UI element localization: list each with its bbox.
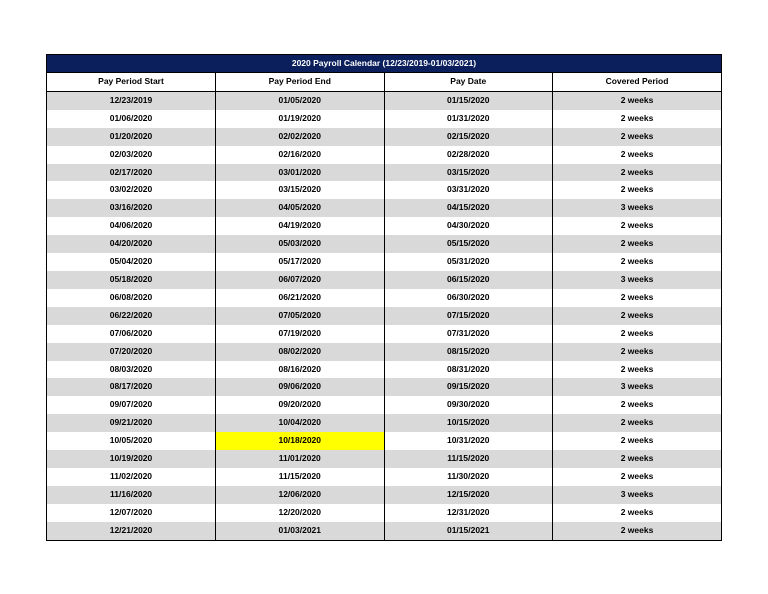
cell-covered-period: 2 weeks — [553, 307, 722, 325]
cell-pay-date: 04/30/2020 — [384, 217, 553, 235]
cell-pay-period-start: 09/07/2020 — [47, 396, 216, 414]
cell-pay-period-start: 06/08/2020 — [47, 289, 216, 307]
cell-covered-period: 2 weeks — [553, 235, 722, 253]
cell-pay-date: 01/15/2020 — [384, 91, 553, 109]
cell-pay-period-end: 03/01/2020 — [216, 164, 385, 182]
cell-covered-period: 2 weeks — [553, 164, 722, 182]
cell-pay-date: 08/31/2020 — [384, 361, 553, 379]
cell-pay-period-start: 12/21/2020 — [47, 522, 216, 540]
table-row — [47, 450, 721, 468]
cell-pay-period-start: 03/02/2020 — [47, 181, 216, 199]
cell-pay-period-start: 05/04/2020 — [47, 253, 216, 271]
cell-pay-date: 02/15/2020 — [384, 128, 553, 146]
cell-pay-period-start: 06/22/2020 — [47, 307, 216, 325]
table-row — [47, 325, 721, 343]
cell-pay-period-start: 07/20/2020 — [47, 343, 216, 361]
cell-covered-period: 2 weeks — [553, 504, 722, 522]
cell-covered-period: 2 weeks — [553, 253, 722, 271]
cell-covered-period: 3 weeks — [553, 378, 722, 396]
cell-covered-period: 2 weeks — [553, 146, 722, 164]
table-row — [47, 468, 721, 486]
cell-pay-date: 12/31/2020 — [384, 504, 553, 522]
cell-pay-period-start: 10/19/2020 — [47, 450, 216, 468]
cell-pay-period-start: 05/18/2020 — [47, 271, 216, 289]
cell-pay-date: 10/15/2020 — [384, 414, 553, 432]
table-row — [47, 235, 721, 253]
cell-pay-period-end: 04/19/2020 — [216, 217, 385, 235]
cell-pay-period-end: 02/16/2020 — [216, 146, 385, 164]
cell-pay-period-start: 09/21/2020 — [47, 414, 216, 432]
cell-pay-date: 08/15/2020 — [384, 343, 553, 361]
cell-pay-period-start: 01/20/2020 — [47, 128, 216, 146]
cell-pay-period-end: 09/20/2020 — [216, 396, 385, 414]
cell-pay-period-start: 11/02/2020 — [47, 468, 216, 486]
cell-covered-period: 2 weeks — [553, 289, 722, 307]
cell-pay-period-start: 08/17/2020 — [47, 378, 216, 396]
calendar-title: 2020 Payroll Calendar (12/23/2019-01/03/2021) — [47, 55, 721, 73]
cell-pay-period-end-highlighted: 10/18/2020 — [216, 432, 385, 450]
table-row — [47, 522, 721, 540]
cell-covered-period: 2 weeks — [553, 450, 722, 468]
cell-pay-date: 09/30/2020 — [384, 396, 553, 414]
table-row — [47, 378, 721, 396]
cell-pay-period-start: 02/03/2020 — [47, 146, 216, 164]
table-row — [47, 253, 721, 271]
cell-pay-date: 02/28/2020 — [384, 146, 553, 164]
table-row — [47, 217, 721, 235]
table-row — [47, 396, 721, 414]
cell-pay-period-start: 12/23/2019 — [47, 91, 216, 109]
table-row — [47, 414, 721, 432]
table-row — [47, 271, 721, 289]
cell-pay-date: 03/15/2020 — [384, 164, 553, 182]
cell-pay-period-end: 04/05/2020 — [216, 199, 385, 217]
cell-covered-period: 2 weeks — [553, 396, 722, 414]
cell-pay-date: 01/31/2020 — [384, 110, 553, 128]
cell-pay-period-end: 05/03/2020 — [216, 235, 385, 253]
header-row — [47, 73, 721, 91]
cell-pay-period-end: 12/06/2020 — [216, 486, 385, 504]
table-row — [47, 91, 721, 109]
cell-pay-date: 01/15/2021 — [384, 522, 553, 540]
table-row — [47, 361, 721, 379]
cell-covered-period: 3 weeks — [553, 271, 722, 289]
cell-pay-period-end: 01/19/2020 — [216, 110, 385, 128]
table-row — [47, 432, 721, 450]
cell-covered-period: 2 weeks — [553, 181, 722, 199]
cell-pay-period-end: 08/16/2020 — [216, 361, 385, 379]
cell-pay-period-end: 07/05/2020 — [216, 307, 385, 325]
table-row — [47, 128, 721, 146]
cell-pay-date: 05/15/2020 — [384, 235, 553, 253]
cell-pay-period-end: 06/07/2020 — [216, 271, 385, 289]
cell-pay-period-start: 01/06/2020 — [47, 110, 216, 128]
table-row — [47, 110, 721, 128]
cell-pay-period-end: 10/04/2020 — [216, 414, 385, 432]
table-row — [47, 504, 721, 522]
cell-pay-period-start: 10/05/2020 — [47, 432, 216, 450]
cell-covered-period: 2 weeks — [553, 325, 722, 343]
cell-pay-period-end: 07/19/2020 — [216, 325, 385, 343]
cell-pay-date: 07/31/2020 — [384, 325, 553, 343]
cell-pay-date: 04/15/2020 — [384, 199, 553, 217]
table-row — [47, 199, 721, 217]
cell-pay-date: 09/15/2020 — [384, 378, 553, 396]
cell-covered-period: 2 weeks — [553, 522, 722, 540]
cell-pay-period-start: 11/16/2020 — [47, 486, 216, 504]
table-row — [47, 486, 721, 504]
cell-pay-period-start: 02/17/2020 — [47, 164, 216, 182]
cell-pay-date: 06/15/2020 — [384, 271, 553, 289]
col-header-pay-period-start: Pay Period Start — [47, 73, 216, 91]
cell-pay-date: 11/15/2020 — [384, 450, 553, 468]
cell-pay-period-end: 01/03/2021 — [216, 522, 385, 540]
cell-covered-period: 2 weeks — [553, 414, 722, 432]
table-row — [47, 307, 721, 325]
cell-pay-date: 07/15/2020 — [384, 307, 553, 325]
cell-covered-period: 2 weeks — [553, 110, 722, 128]
col-header-pay-date: Pay Date — [384, 73, 553, 91]
cell-pay-period-start: 04/20/2020 — [47, 235, 216, 253]
cell-pay-date: 03/31/2020 — [384, 181, 553, 199]
table-body — [47, 91, 721, 539]
col-header-covered-period: Covered Period — [553, 73, 722, 91]
cell-covered-period: 2 weeks — [553, 217, 722, 235]
cell-pay-period-end: 11/01/2020 — [216, 450, 385, 468]
payroll-table — [47, 73, 721, 540]
cell-pay-period-end: 09/06/2020 — [216, 378, 385, 396]
cell-pay-period-end: 01/05/2020 — [216, 91, 385, 109]
cell-pay-period-start: 12/07/2020 — [47, 504, 216, 522]
cell-covered-period: 2 weeks — [553, 128, 722, 146]
payroll-calendar-sheet — [46, 54, 722, 541]
cell-pay-period-start: 08/03/2020 — [47, 361, 216, 379]
cell-pay-period-end: 12/20/2020 — [216, 504, 385, 522]
cell-covered-period: 3 weeks — [553, 486, 722, 504]
cell-covered-period: 2 weeks — [553, 91, 722, 109]
cell-covered-period: 2 weeks — [553, 343, 722, 361]
cell-pay-date: 10/31/2020 — [384, 432, 553, 450]
cell-pay-date: 06/30/2020 — [384, 289, 553, 307]
col-header-pay-period-end: Pay Period End — [216, 73, 385, 91]
cell-pay-date: 05/31/2020 — [384, 253, 553, 271]
cell-pay-date: 12/15/2020 — [384, 486, 553, 504]
cell-covered-period: 2 weeks — [553, 432, 722, 450]
cell-covered-period: 3 weeks — [553, 199, 722, 217]
cell-pay-period-end: 08/02/2020 — [216, 343, 385, 361]
table-row — [47, 146, 721, 164]
cell-pay-period-end: 05/17/2020 — [216, 253, 385, 271]
table-row — [47, 343, 721, 361]
cell-covered-period: 2 weeks — [553, 361, 722, 379]
cell-pay-period-end: 06/21/2020 — [216, 289, 385, 307]
table-row — [47, 181, 721, 199]
cell-pay-period-start: 03/16/2020 — [47, 199, 216, 217]
cell-pay-period-start: 07/06/2020 — [47, 325, 216, 343]
cell-covered-period: 2 weeks — [553, 468, 722, 486]
cell-pay-period-end: 02/02/2020 — [216, 128, 385, 146]
cell-pay-period-end: 03/15/2020 — [216, 181, 385, 199]
cell-pay-period-start: 04/06/2020 — [47, 217, 216, 235]
table-row — [47, 289, 721, 307]
cell-pay-date: 11/30/2020 — [384, 468, 553, 486]
table-row — [47, 164, 721, 182]
cell-pay-period-end: 11/15/2020 — [216, 468, 385, 486]
